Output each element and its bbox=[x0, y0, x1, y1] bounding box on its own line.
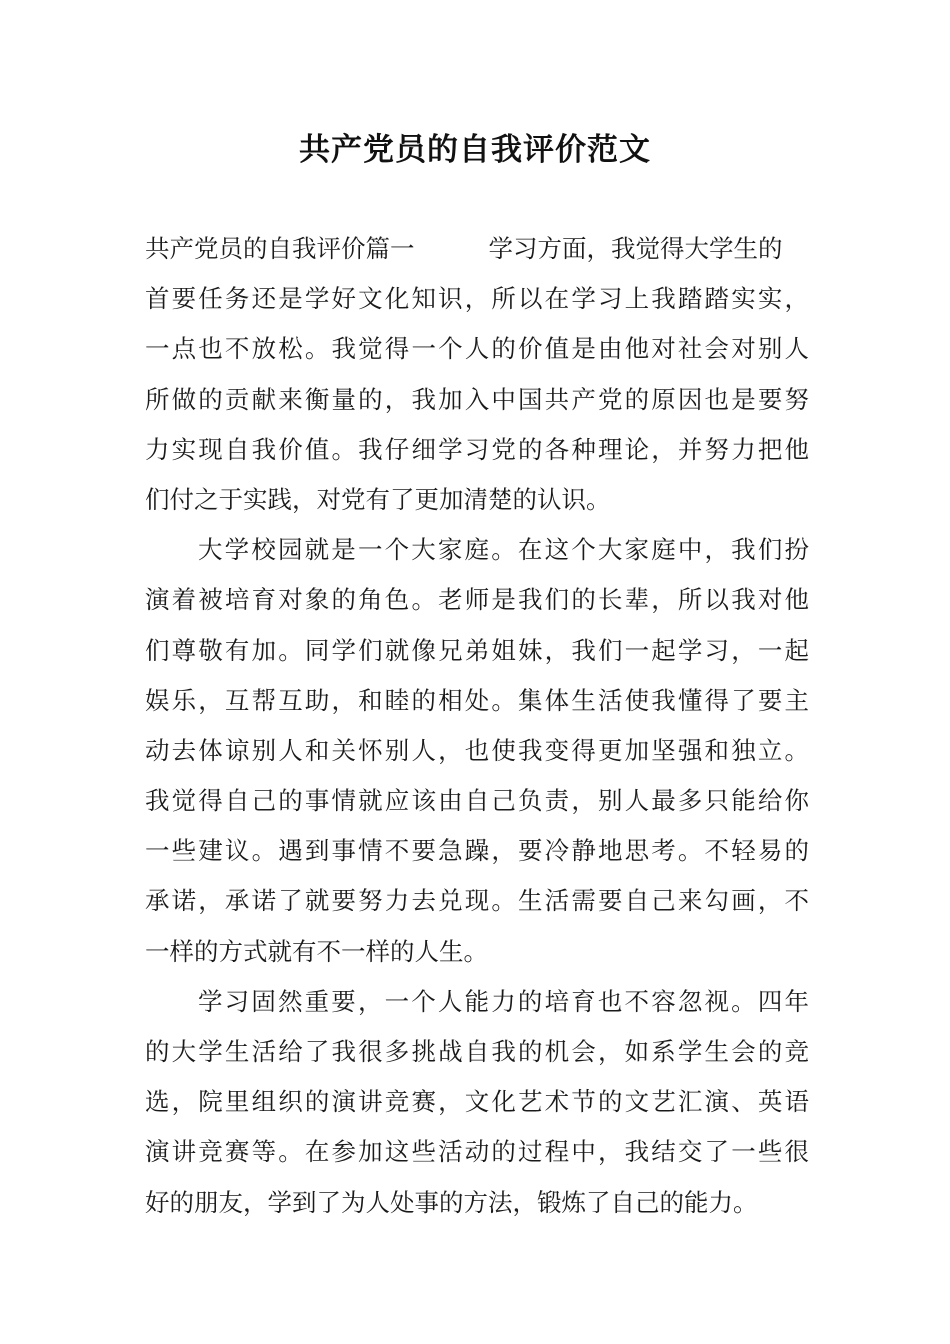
paragraph-line: 娱乐，互帮互助，和睦的相处。集体生活使我懂得了要主 bbox=[145, 685, 809, 715]
paragraph-line bbox=[145, 224, 809, 274]
paragraph-line: 一样的方式就有不一样的人生。 bbox=[145, 936, 488, 966]
section-heading: 共产党员的自我评价篇一 bbox=[145, 234, 415, 263]
paragraph-line: 承诺，承诺了就要努力去兑现。生活需要自己来勾画，不 bbox=[145, 886, 809, 916]
paragraph-2 bbox=[145, 525, 809, 977]
paragraph-1 bbox=[145, 224, 809, 525]
paragraph-line: 选，院里组织的演讲竞赛，文化艺术节的文艺汇演、英语 bbox=[145, 1087, 809, 1117]
document-body bbox=[145, 224, 809, 1228]
paragraph-line: 演讲竞赛等。在参加这些活动的过程中，我结交了一些很 bbox=[145, 1137, 809, 1167]
paragraph-text: 学习方面，我觉得大学生的 bbox=[488, 234, 783, 263]
paragraph-line: 动去体谅别人和关怀别人，也使我变得更加坚强和独立。 bbox=[145, 735, 809, 765]
paragraph-line: 演着被培育对象的角色。老师是我们的长辈，所以我对他 bbox=[145, 585, 809, 615]
document-title: 共产党员的自我评价范文 bbox=[299, 132, 651, 168]
paragraph-line: 好的朋友，学到了为人处事的方法，锻炼了自己的能力。 bbox=[145, 1187, 758, 1217]
paragraph-line: 们付之于实践，对党有了更加清楚的认识。 bbox=[145, 484, 611, 514]
paragraph-line: 所做的贡献来衡量的，我加入中国共产党的原因也是要努 bbox=[145, 384, 809, 414]
paragraph-line: 大学校园就是一个大家庭。在这个大家庭中，我们扮 bbox=[198, 535, 809, 565]
paragraph-line: 们尊敬有加。同学们就像兄弟姐妹，我们一起学习，一起 bbox=[145, 635, 809, 665]
paragraph-line: 学习固然重要，一个人能力的培育也不容忽视。四年 bbox=[198, 986, 809, 1016]
paragraph-line: 一些建议。遇到事情不要急躁，要冷静地思考。不轻易的 bbox=[145, 836, 809, 866]
paragraph-line: 我觉得自己的事情就应该由自己负责，别人最多只能给你 bbox=[145, 786, 809, 816]
paragraph-3 bbox=[145, 977, 809, 1228]
paragraph-line: 的大学生活给了我很多挑战自我的机会，如系学生会的竞 bbox=[145, 1037, 809, 1066]
paragraph-line: 一点也不放松。我觉得一个人的价值是由他对社会对别人 bbox=[145, 334, 809, 364]
paragraph-line: 力实现自我价值。我仔细学习党的各种理论，并努力把他 bbox=[145, 434, 809, 464]
paragraph-line: 首要任务还是学好文化知识，所以在学习上我踏踏实实， bbox=[145, 284, 809, 314]
